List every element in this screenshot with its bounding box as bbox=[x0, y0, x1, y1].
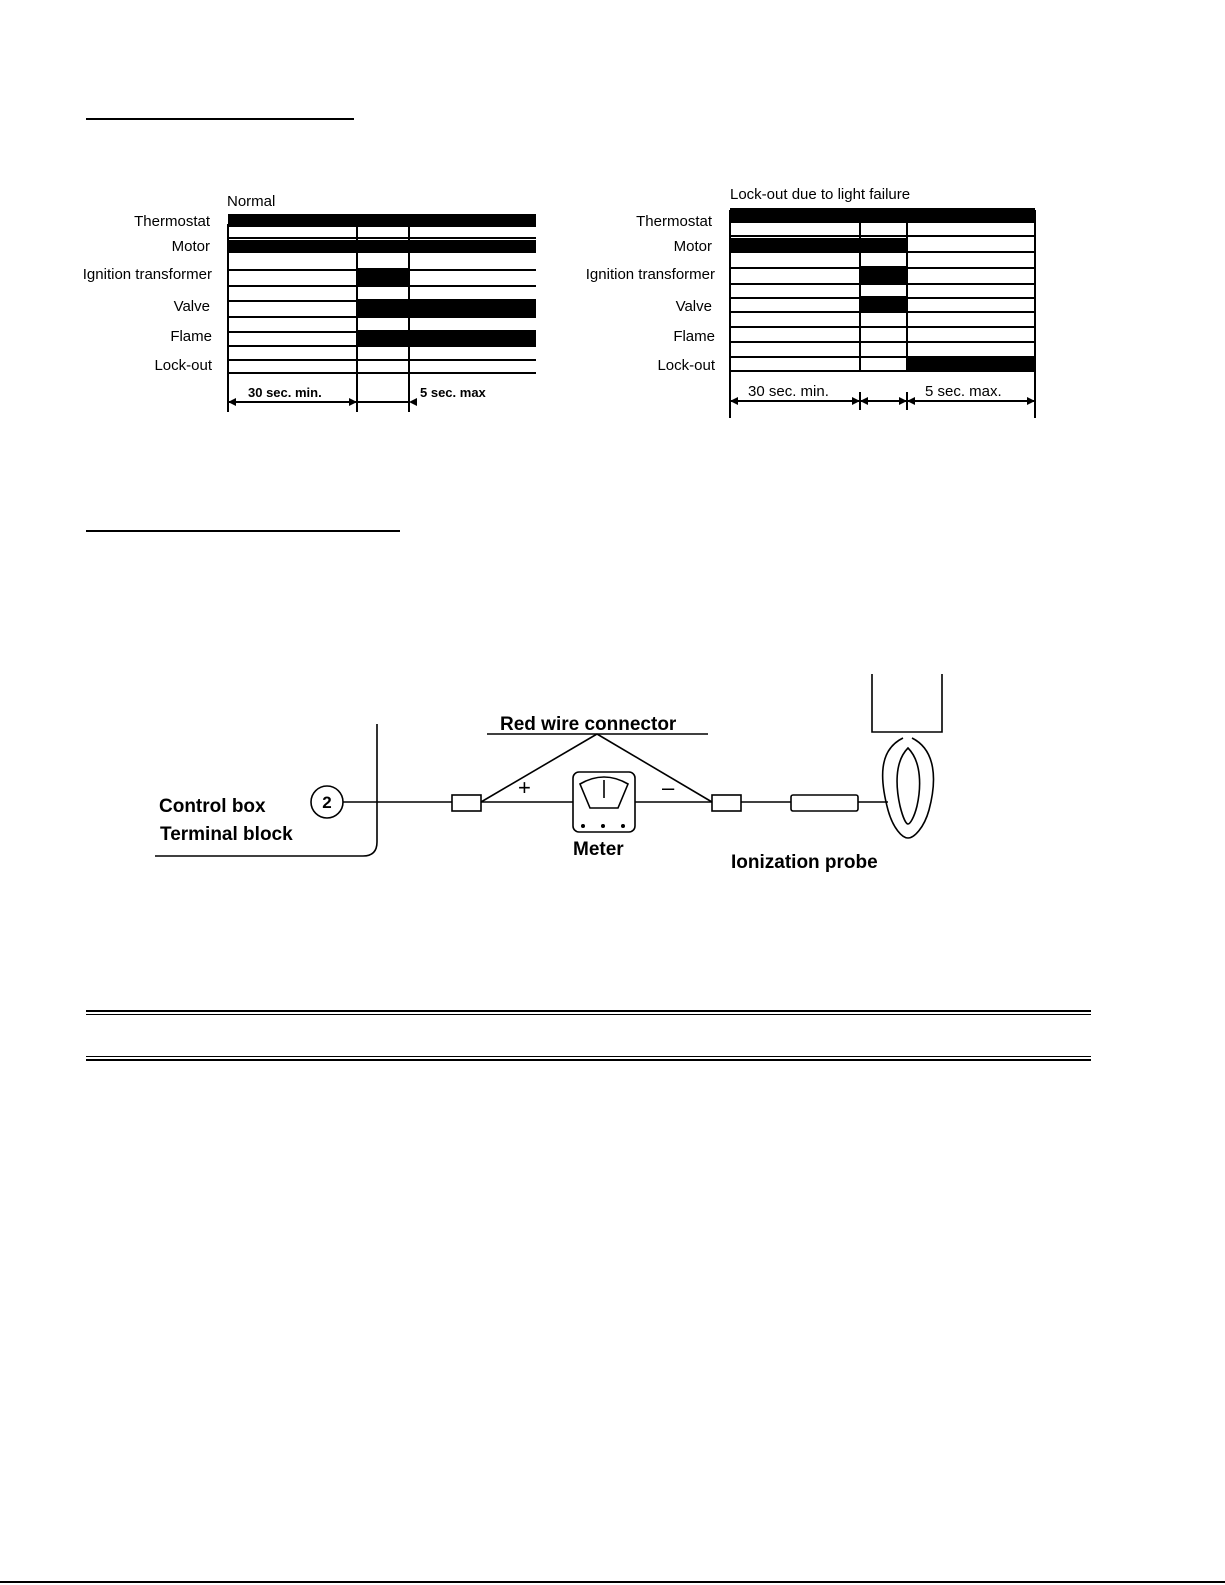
control-box-label: Control box bbox=[159, 796, 266, 817]
row-label-thermostat: Thermostat bbox=[134, 213, 210, 230]
bar-lockout bbox=[907, 357, 1035, 371]
row-label-lockout: Lock-out bbox=[657, 357, 715, 374]
bar-valve bbox=[860, 296, 907, 312]
row-label-ignition: Ignition transformer bbox=[585, 266, 715, 283]
double-rule-bottom-2 bbox=[86, 1059, 1091, 1061]
red-wire-connector-label: Red wire connector bbox=[500, 714, 677, 735]
right-connector bbox=[712, 795, 741, 811]
row-label-lockout: Lock-out bbox=[154, 357, 212, 374]
row-label-thermostat: Thermostat bbox=[636, 213, 712, 230]
section-underline-1 bbox=[86, 118, 354, 120]
interval-label-5sec: 5 sec. max. bbox=[925, 383, 1002, 400]
ionization-probe-label: Ionization probe bbox=[731, 852, 878, 873]
timing-diagram-lockout bbox=[560, 180, 1060, 430]
interval-label-30sec: 30 sec. min. bbox=[748, 383, 829, 400]
plus-sign: + bbox=[518, 775, 531, 800]
bar-ignition bbox=[860, 266, 907, 284]
bar-thermostat bbox=[730, 208, 1035, 222]
meter-label: Meter bbox=[573, 839, 624, 860]
interval-label-5sec: 5 sec. max bbox=[420, 385, 486, 400]
interval-label-30sec: 30 sec. min. bbox=[248, 385, 322, 400]
timing-diagram-normal bbox=[0, 180, 560, 430]
bar-thermostat bbox=[228, 214, 536, 226]
terminal-block-label: Terminal block bbox=[160, 824, 293, 845]
row-label-flame: Flame bbox=[673, 328, 715, 345]
row-label-motor: Motor bbox=[673, 238, 712, 255]
ionization-wiring-diagram bbox=[0, 660, 1225, 900]
bar-motor bbox=[730, 238, 907, 252]
row-label-ignition: Ignition transformer bbox=[82, 266, 212, 283]
bar-motor bbox=[228, 240, 536, 252]
row-label-motor: Motor bbox=[171, 238, 210, 255]
burner-tube bbox=[872, 674, 942, 732]
ionization-probe bbox=[791, 795, 858, 811]
left-connector bbox=[452, 795, 481, 811]
minus-sign: – bbox=[662, 775, 675, 800]
flame-icon bbox=[883, 738, 934, 838]
page-bottom-rule bbox=[0, 1581, 1225, 1583]
section-underline-2 bbox=[86, 530, 400, 532]
row-label-flame: Flame bbox=[170, 328, 212, 345]
bar-valve bbox=[357, 299, 536, 317]
double-rule-top-2 bbox=[86, 1014, 1091, 1015]
row-label-valve: Valve bbox=[173, 298, 210, 315]
timing-lockout-title: Lock-out due to light failure bbox=[730, 186, 911, 203]
double-rule-bottom-1 bbox=[86, 1056, 1091, 1057]
terminal-number: 2 bbox=[322, 793, 332, 812]
bar-flame bbox=[357, 330, 536, 346]
timing-normal-title: Normal bbox=[227, 193, 276, 210]
row-label-valve: Valve bbox=[675, 298, 712, 315]
bar-ignition bbox=[357, 268, 409, 286]
double-rule-top-1 bbox=[86, 1010, 1091, 1012]
